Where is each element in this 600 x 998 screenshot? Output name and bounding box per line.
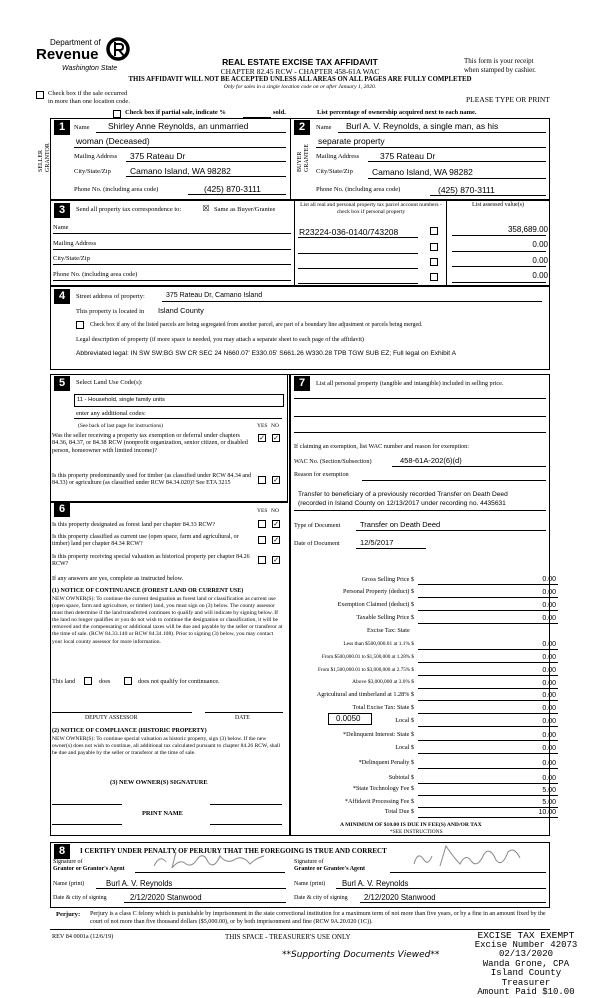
s6-q1-no[interactable]: ✓ (273, 520, 279, 528)
parcel-header: List all real and personal property tax parcel account numbers - check box if personal property (300, 202, 442, 215)
tax-row-13-line (418, 753, 558, 754)
buyer-city-label: City/State/Zip (316, 168, 353, 175)
s3-city-line (53, 264, 291, 265)
tax-row-12-value: 0.00 (542, 732, 556, 739)
print-name-label: PRINT NAME (142, 810, 183, 817)
s6-q2: Is this property classified as current use (open space, farm and agricultural, or timber) land per chapter 84.34 RCW? (52, 534, 239, 547)
tax-row-18-value: 10.00 (538, 809, 556, 816)
additional-codes-label: enter any additional codes: (76, 410, 146, 417)
buyer-city-line (368, 178, 546, 179)
grantee-date-label: Date & city of signing (294, 895, 348, 901)
s12-divider (290, 118, 291, 200)
tax-row-16-label: *State Technology Fee $ (352, 785, 414, 792)
tax-row-18-line (418, 817, 558, 818)
parcel-personal-checkbox-4[interactable] (430, 273, 438, 281)
perjury-text: Perjury is a class C felony which is punishable by imprisonment in the state correctional institution for a maximum term of not more than five years, or by a fine in an amount fixed by the court of not more than five thousand dollars ($5,000.00), or by both imprisonment and fine (RCW 9A.20.020 (1C)). (90, 911, 546, 925)
assessed-line-2 (452, 251, 546, 252)
grantor-sig-line (135, 872, 285, 873)
grantee-date-line (360, 902, 546, 903)
s5-q1: Was the seller receiving a property tax exemption or deferral under chapters 84.36, 84.37, or 84.38 RCW (nonprofit organization, senior citizen, or disabled person, homeowner with limited income)? (52, 432, 248, 454)
legal-label: Legal description of property (if more space is needed, you may attach a separate sheet to each page of the affidavit) (76, 336, 364, 343)
buyer-name-1: Burl A. V. Reynolds, a single man, as his (346, 121, 499, 131)
grantor-date: 2/12/2020 Stanwood (130, 893, 202, 902)
section-4-number: 4 (54, 289, 70, 304)
seller-city-line (126, 176, 286, 177)
tax-row-15-value: 0.00 (542, 775, 556, 782)
seller-mailing-line (126, 161, 286, 162)
tax-row-1-value: 0.00 (542, 589, 556, 596)
grantor-name-label: Name (print) (53, 881, 85, 887)
reason-line2: (recorded in Island County on 12/13/2017 under recording no. 4435631 (298, 500, 506, 507)
s3-name-line (53, 233, 291, 234)
doc-date-value: 12/5/2017 (360, 538, 394, 547)
s6-q2-no[interactable]: ✓ (273, 536, 279, 544)
tax-row-12-label: *Delinquent Interest: State $ (343, 731, 414, 738)
seller-name-line-1 (96, 132, 286, 133)
tax-row-16-value: 5.00 (542, 787, 556, 794)
section-2-number: 2 (294, 120, 310, 135)
stamp-line4: Wanda Grone, CPA (482, 958, 570, 969)
notice2-title: (2) NOTICE OF COMPLIANCE (HISTORIC PROPERTY) (52, 728, 207, 734)
tax-row-2-label: Exemption Claimed (deduct) $ (337, 601, 414, 608)
tax-row-6-line (418, 662, 558, 663)
seller-city-label: City/State/Zip (74, 168, 111, 175)
buyer-name-line-1 (338, 132, 546, 133)
notice2-body: NEW OWNER(S): To continue special valuation as historic property, sign (3) below. If the new owner(s) does not wish to continue, all additional tax calculated pursuant to chapter 84.26 RCW, shall be due and payable by the seller or transferor at the time of sale. (52, 736, 281, 757)
reason-label: Reason for exemption (294, 471, 349, 478)
receipt-note-2: when stamped by cashier. (464, 66, 536, 74)
doc-type-label: Type of Document (294, 522, 341, 529)
same-as-buyer-checkbox[interactable]: ☒ (202, 204, 210, 213)
grantor-date-label: Date & city of signing (53, 895, 107, 901)
tax-row-4-label: Excise Tax: State (367, 627, 410, 634)
parcel-number: R23224-036-0140/743208 (299, 227, 399, 237)
s3-mailing-label: Mailing Address (53, 240, 97, 247)
tax-row-14-line (418, 768, 558, 769)
parcel-personal-checkbox-2[interactable] (430, 243, 438, 251)
seller-phone-label: Phone No. (including area code) (74, 186, 159, 193)
buyer-phone-line (430, 195, 546, 196)
minimum-due: A MINIMUM OF $10.00 IS DUE IN FEE(S) AND/OR TAX (340, 822, 482, 828)
tax-row-9-value: 0.00 (542, 692, 556, 699)
section-6-number: 6 (54, 502, 70, 517)
assessed-line-4 (452, 282, 546, 283)
does-not-label: does not qualify for continuance. (138, 678, 220, 685)
please-type: PLEASE TYPE OR PRINT (466, 95, 550, 104)
legal-value: Abbreviated legal: IN SW SW:BG SW CR SEC 24 N660.07' E330.05' S661.26 W330.28 TPB TGW SUB EZ; Full legal on Exhibit A (76, 350, 457, 357)
wac-label: WAC No. (Section/Subsection) (294, 458, 372, 465)
s5-q2: Is this property predominantly used for timber (as classified under RCW 84.34 and 84.33) or agriculture (as classified under RCW 84.34.020)? See ETA 3215 (52, 473, 252, 486)
parcel-line-4 (298, 283, 418, 284)
doc-date-line (356, 548, 426, 549)
grantee-sig-line (390, 872, 546, 873)
seller-name-line-2 (74, 147, 286, 148)
tax-row-6-label: From $500,000.01 to $1,500,000 at 1.28% $ (321, 654, 414, 660)
s6-yes: YES (257, 508, 268, 514)
s3-divider (294, 200, 295, 286)
parcel-personal-checkbox-1[interactable] (430, 227, 438, 235)
tax-row-10-value: 0.00 (542, 705, 556, 712)
s5-q1-no[interactable]: ✓ (273, 434, 279, 442)
tax-row-15-line (418, 783, 558, 784)
doc-type-value: Transfer on Death Deed (360, 520, 441, 529)
parcel-personal-checkbox-3[interactable] (430, 258, 438, 266)
grantor-sig-label-2: Grantor or Grantor's Agent (53, 866, 125, 872)
seller-phone-line (188, 194, 286, 195)
sold-label: sold. (273, 109, 286, 116)
wac-value: 458-61A-202(6)(d) (400, 456, 462, 465)
section-1-number: 1 (54, 120, 70, 135)
form-title: REAL ESTATE EXCISE TAX AFFIDAVIT (222, 57, 378, 67)
street-value: 375 Rateau Dr, Camano Island (166, 292, 263, 299)
exemption-label: If claiming an exemption, list WAC number and reason for exemption: (294, 443, 469, 450)
tax-row-1-line (418, 597, 558, 598)
buyer-side-label: BUYER GRANTEE (297, 144, 310, 172)
seller-name-2: woman (Deceased) (76, 136, 150, 146)
grantor-date-line (124, 902, 286, 903)
supporting-docs: **Supporting Documents Viewed** (282, 950, 440, 960)
grantee-name: Burl A. V. Reynolds (342, 879, 409, 888)
grantee-signature (410, 842, 530, 872)
section-3-number: 3 (54, 203, 70, 218)
s6-no: NO (271, 508, 279, 514)
tax-row-3-label: Taxable Selling Price $ (356, 614, 414, 621)
s3-name-label: Name (53, 224, 69, 231)
local-rate: 0.0050 (336, 714, 361, 723)
assessed-value-2: 0.00 (532, 240, 548, 249)
tax-row-8-value: 0.00 (542, 680, 556, 687)
county-value: Island County (158, 306, 204, 315)
tax-row-7-value: 0.00 (542, 667, 556, 674)
tax-row-0-line (418, 584, 558, 585)
perjury-label: Perjury: (56, 911, 81, 918)
s6-q3: Is this property receiving special valuation as historical property per chapter 84.26 RCW? (52, 554, 250, 567)
notice1-body: NEW OWNER(S): To continue the current designation as forest land or classification as current use (open space, farm and agriculture, or timber) land, you must sign on (3) below. The county assessor must then determine if the land transferred continues to qualify and will indicate by signing below. If the land no longer qualifies or you do not wish to continue the designation or classification, it will be removed and the compensating or additional taxes will be due and payable by the seller or transferor at the time of sale. (RCW 84.33.140 or RCW 84.34.108). Prior to signing (3) below, you may contact your local county assessor for more information. (52, 596, 283, 645)
tax-row-0-value: 0.00 (542, 576, 556, 583)
grantor-name-line (96, 888, 286, 889)
perjury-bottom-line (50, 929, 550, 930)
receipt-note-1: This form is your receipt (464, 57, 534, 65)
buyer-mailing-line (368, 161, 546, 162)
dept-line3: Washington State (62, 65, 118, 72)
reason-line1: Transfer to beneficiary of a previously recorded Transfer on Death Deed (298, 491, 508, 498)
assessed-value-1: 358,689.00 (507, 225, 548, 234)
warning-line: THIS AFFIDAVIT WILL NOT BE ACCEPTED UNLESS ALL AREAS ON ALL PAGES ARE FULLY COMPLETED (128, 76, 472, 83)
tax-row-15-label: Subtotal $ (388, 774, 414, 781)
notice1-title: (1) NOTICE OF CONTINUANCE (FOREST LAND OR CURRENT USE) (52, 588, 244, 594)
section-5-6-outer (50, 374, 290, 836)
grantor-sig-label-1: Signature of (53, 859, 83, 865)
tax-row-3-line (418, 623, 558, 624)
grantee-sig-label-2: Grantee or Grantee's Agent (294, 866, 366, 872)
send-correspondence-label: Send all property tax correspondence to: (76, 206, 182, 213)
seller-mailing-label: Mailing Address (74, 153, 118, 160)
seller-side-label: SELLER GRANTOR (38, 143, 51, 172)
sales-note: Only for sales in a single location code on or after January 1, 2020. (223, 84, 377, 90)
tax-row-17-value: 5.00 (542, 799, 556, 806)
multi-location-label-1: Check box if the sale occurred (48, 90, 128, 97)
buyer-mailing: 375 Rateau Dr (380, 151, 436, 161)
buyer-name-label: Name (316, 124, 332, 131)
tax-row-1-label: Personal Property (deduct) $ (343, 588, 414, 595)
dept-line2: Revenue (36, 46, 99, 63)
ownership-pct-label: List percentage of ownership acquired next to each name. (317, 109, 477, 116)
s3-mailing-line (53, 249, 291, 250)
tax-row-16-line (418, 795, 558, 796)
tax-row-10-line (418, 713, 558, 714)
tax-row-8-line (418, 688, 558, 689)
tax-row-17-label: *Affidavit Processing Fee $ (344, 798, 414, 805)
s5-yes: YES (257, 423, 268, 429)
personal-line-3 (294, 432, 546, 433)
land-use-label: Select Land Use Code(s): (76, 379, 143, 386)
assessed-value-4: 0.00 (532, 271, 548, 280)
grantee-date: 2/12/2020 Stanwood (364, 893, 436, 902)
section-7-number: 7 (294, 376, 310, 391)
grantor-signature (150, 848, 270, 872)
personal-line-2 (294, 416, 546, 417)
s3-phone-line (53, 280, 291, 281)
tax-row-11-value: 0.00 (542, 718, 556, 725)
stamp-line5: Island County Treasurer (490, 968, 562, 988)
stamp-line1: EXCISE TAX EXEMPT (477, 930, 575, 941)
segregate-checkbox[interactable] (76, 321, 84, 329)
see-instructions: *SEE INSTRUCTIONS (390, 829, 443, 835)
treasurer-note: THIS SPACE - TREASURER'S USE ONLY (225, 933, 351, 941)
assessed-header: List assessed value(s) (472, 202, 524, 208)
buyer-phone: (425) 870-3111 (438, 185, 495, 195)
assessor-date: DATE (235, 715, 250, 721)
tax-row-7-line (418, 675, 558, 676)
tax-row-9-line (418, 700, 558, 701)
seller-mailing: 375 Rateau Dr (130, 151, 186, 161)
section-5-number: 5 (54, 376, 70, 391)
tax-row-0-label: Gross Selling Price $ (361, 576, 414, 583)
new-owner-signature: (3) NEW OWNER(S) SIGNATURE (110, 779, 208, 786)
partial-sale-checkbox[interactable] (113, 110, 121, 118)
any-yes: If any answers are yes, complete as instructed below. (52, 575, 184, 582)
segregate-note: Check box if any of the listed parcels are being segregated from another parcel, are part of a boundary line adjustment or parcels being merged. (90, 322, 423, 328)
multi-location-checkbox[interactable] (36, 91, 44, 99)
dept-line1: Department of (50, 38, 101, 47)
s5-no: NO (271, 423, 279, 429)
tax-row-13-label: Local $ (395, 744, 414, 751)
tax-row-12-line (418, 740, 558, 741)
tax-row-5-value: 0.00 (542, 641, 556, 648)
assessed-line-3 (452, 266, 546, 267)
grantee-name-label: Name (print) (294, 881, 326, 887)
s3-phone-label: Phone No. (including area code) (53, 271, 138, 278)
tax-row-13-value: 0.00 (542, 745, 556, 752)
parcel-line-1 (298, 237, 418, 238)
tax-row-14-value: 0.00 (542, 760, 556, 767)
county-label: This property is located in (76, 308, 145, 315)
see-back: (See back of last page for instructions) (78, 423, 163, 429)
tax-row-3-value: 0.00 (542, 615, 556, 622)
s6-q1: Is this property designated as forest land per chapter 84.33 RCW? (52, 521, 216, 528)
s3-city-label: City/State/Zip (53, 255, 90, 262)
stamp-line3: 02/13/2020 (498, 949, 553, 959)
buyer-phone-label: Phone No. (including area code) (316, 186, 401, 193)
seller-city: Camano Island, WA 98282 (130, 166, 231, 176)
doc-type-line (356, 530, 546, 531)
stamp-line2: Excise Number 42073 (474, 939, 578, 950)
grantee-sig-label-1: Signature of (294, 859, 324, 865)
multi-location-label-2: in more than one location code. (48, 98, 130, 105)
seller-name-label: Name (74, 124, 90, 131)
tax-row-5-label: Less than $500,000.01 at 1.1% $ (343, 641, 414, 647)
street-line (162, 301, 542, 302)
certify-line: I CERTIFY UNDER PENALTY OF PERJURY THAT THE FOREGOING IS TRUE AND CORRECT (80, 847, 387, 855)
tax-row-7-label: From $1,500,000.01 to $3,000,000 at 2.75% $ (318, 667, 414, 673)
parcel-line-2 (298, 253, 418, 254)
buyer-name-2: separate property (318, 136, 385, 146)
section-8-number: 8 (54, 844, 70, 859)
tax-row-9-label: Agricultural and timberland at 1.28% $ (316, 691, 414, 698)
s6-q3-no[interactable]: ✓ (273, 556, 279, 564)
tax-row-14-label: *Delinquent Penalty $ (358, 759, 414, 766)
assessed-value-3: 0.00 (532, 256, 548, 265)
seller-phone: (425) 870-3111 (204, 184, 261, 194)
tax-row-2-value: 0.00 (542, 602, 556, 609)
seller-name-1: Shirley Anne Reynolds, an unmarried (108, 121, 249, 131)
same-as-buyer-label: Same as Buyer/Grantee (214, 206, 276, 213)
tax-row-6-value: 0.00 (542, 654, 556, 661)
tax-row-11-label: Local $ (395, 717, 414, 724)
doc-date-label: Date of Document (294, 540, 340, 547)
street-label: Street address of property: (76, 293, 145, 300)
deputy-assessor: DEPUTY ASSESSOR (85, 715, 138, 721)
tax-row-10-label: Total Excise Tax: State $ (352, 704, 414, 711)
buyer-mailing-label: Mailing Address (316, 153, 360, 160)
s5-q2-no[interactable]: ✓ (273, 476, 279, 484)
tax-row-11-line (418, 726, 558, 727)
wac-line (392, 466, 546, 467)
personal-line-1 (294, 398, 546, 399)
this-land-label: This land (52, 678, 76, 685)
tax-row-2-line (418, 610, 558, 611)
parcel-line-3 (298, 268, 418, 269)
assessed-line-1 (452, 235, 546, 236)
reason-line-3 (294, 510, 546, 511)
form-subtitle: CHAPTER 82.45 RCW - CHAPTER 458-61A WAC (220, 67, 380, 76)
tax-row-18-label: Total Due $ (384, 808, 414, 815)
buyer-city: Camano Island, WA 98282 (372, 167, 473, 177)
tax-row-8-label: Above $3,000,000 at 3.0% $ (352, 679, 414, 685)
rev-number: REV 84 0001a (12/6/19) (52, 933, 114, 940)
does-label: does (99, 678, 111, 685)
partial-sale-label: Check box if partial sale, indicate % (125, 109, 226, 116)
reason-line-1 (362, 480, 546, 481)
s3-divider-2 (446, 200, 447, 286)
buyer-name-line-2 (316, 147, 546, 148)
s5-q1-yes[interactable]: ✓ (259, 434, 265, 442)
stamp-line6: Amount Paid $10.00 (477, 987, 575, 997)
tax-row-17-line (418, 807, 558, 808)
grantee-name-line (336, 888, 546, 889)
personal-property-label: List all personal property (tangible and intangible) included in selling price. (316, 380, 504, 387)
land-use-value: 11 - Household, single family units (77, 397, 165, 403)
grantor-name: Burl A. V. Reynolds (106, 879, 173, 888)
tax-row-5-line (418, 649, 558, 650)
